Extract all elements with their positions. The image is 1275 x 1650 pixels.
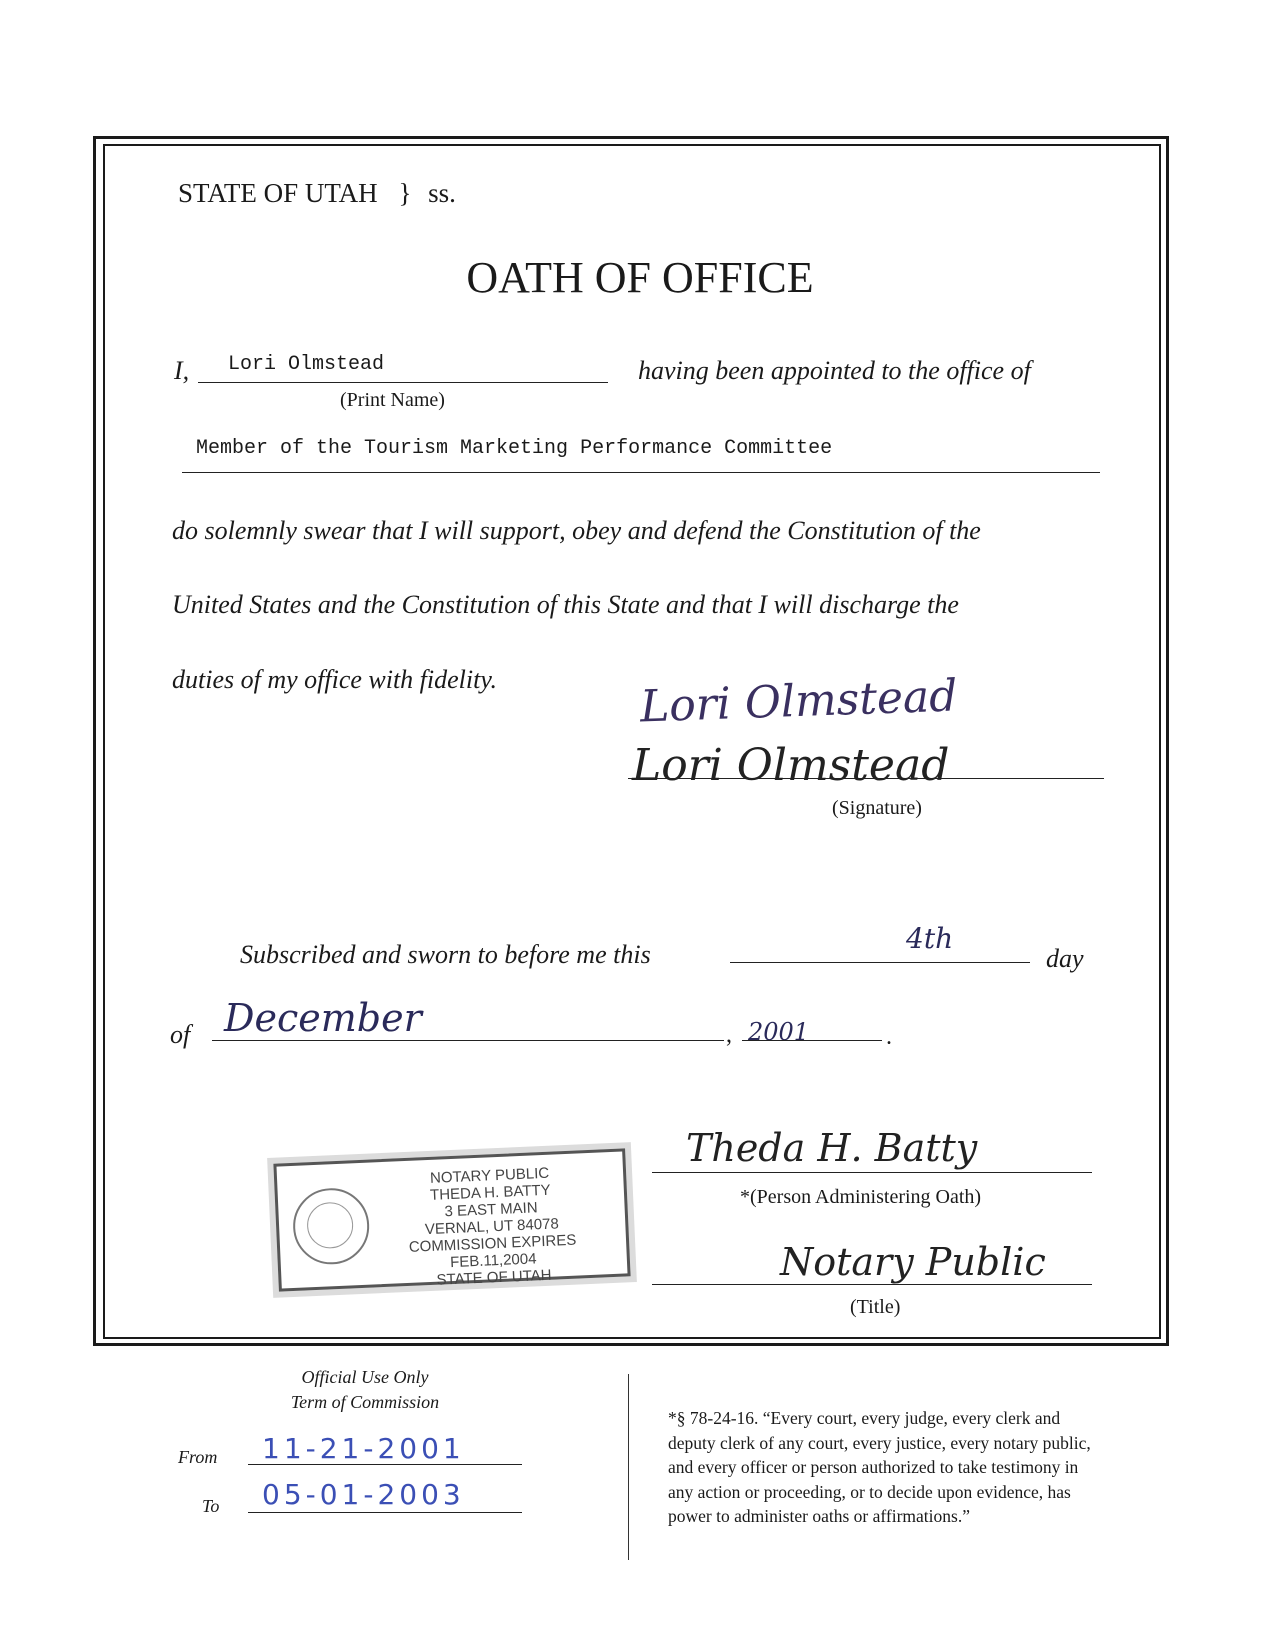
- year-line: [742, 1040, 882, 1041]
- month-line: [212, 1040, 724, 1041]
- print-name-value: Lori Olmstead: [228, 353, 385, 376]
- term-heading: Term of Commission: [290, 1392, 440, 1412]
- year-value: 2001: [748, 1018, 810, 1046]
- document-title: OATH OF OFFICE: [466, 253, 814, 302]
- official-use-heading: Official Use Only: [301, 1367, 429, 1387]
- signature-handwriting-1: Lori Olmstead: [639, 670, 959, 733]
- of-label: of: [170, 1020, 191, 1049]
- signature-caption: (Signature): [832, 797, 922, 819]
- statute-text: [668, 1406, 1091, 1529]
- from-line: [248, 1464, 522, 1465]
- ss-label: ss.: [428, 178, 456, 208]
- administrator-signature: Theda H. Batty: [686, 1126, 978, 1170]
- state-label: STATE OF UTAH: [178, 178, 378, 208]
- from-label: From: [178, 1447, 218, 1467]
- vertical-divider: [628, 1374, 629, 1560]
- statute-line: and every officer or person authorized to take testimony in: [668, 1457, 1079, 1477]
- stamp-line: 3 EAST MAIN: [444, 1199, 538, 1221]
- month-value: December: [224, 996, 422, 1040]
- print-name-caption: (Print Name): [340, 389, 445, 411]
- i-prefix: I,: [174, 356, 190, 385]
- signature-handwriting-2: Lori Olmstead: [632, 740, 950, 791]
- state-seal-icon: [292, 1187, 371, 1266]
- statute-line: deputy clerk of any court, every justice, every notary public,: [668, 1432, 1091, 1453]
- title-value: Notary Public: [780, 1240, 1046, 1284]
- stamp-line: VERNAL, UT 84078: [424, 1215, 560, 1239]
- appointment-text: having been appointed to the office of: [638, 356, 1031, 385]
- office-line: [182, 472, 1100, 473]
- period: .: [886, 1024, 892, 1050]
- venue-header: [178, 178, 456, 209]
- to-label: To: [202, 1496, 220, 1516]
- statute-line: power to administer oaths or affirmations.”: [668, 1506, 970, 1526]
- from-value: 11-21-2001: [262, 1432, 465, 1465]
- notary-stamp: [273, 1148, 630, 1291]
- statute-line: *§ 78-24-16. “Every court, every judge, every clerk and: [668, 1408, 1061, 1428]
- signature-line: [628, 778, 1104, 779]
- comma: ,: [726, 1022, 732, 1048]
- stamp-line: NOTARY PUBLIC: [429, 1164, 550, 1187]
- stamp-line: STATE OF UTAH: [436, 1266, 552, 1289]
- administrator-caption: *(Person Administering Oath): [740, 1186, 982, 1208]
- day-label: day: [1046, 944, 1084, 973]
- title-line: [652, 1284, 1092, 1285]
- sworn-text: Subscribed and sworn to before me this: [240, 940, 651, 969]
- sworn-day-line: [730, 962, 1030, 963]
- title-caption: (Title): [850, 1296, 901, 1318]
- to-line: [248, 1512, 522, 1513]
- print-name-line: [198, 382, 608, 383]
- oath-line-1: do solemnly swear that I will support, obey and defend the Constitution of the: [172, 516, 981, 545]
- stamp-line: COMMISSION EXPIRES FEB.11,2004: [408, 1231, 577, 1272]
- stamp-text: [367, 1162, 617, 1292]
- office-value: Member of the Tourism Marketing Performance Committee: [196, 437, 833, 460]
- sworn-day-value: 4th: [906, 922, 954, 955]
- stamp-line: THEDA H. BATTY: [429, 1181, 551, 1204]
- oath-line-3: duties of my office with fidelity.: [172, 665, 497, 694]
- administrator-line: [652, 1172, 1092, 1173]
- statute-line: any action or proceeding, or to decide upon evidence, has: [668, 1481, 1071, 1502]
- oath-line-2: United States and the Constitution of this State and that I will discharge the: [172, 590, 959, 619]
- to-value: 05-01-2003: [262, 1478, 465, 1511]
- brace: }: [398, 178, 412, 208]
